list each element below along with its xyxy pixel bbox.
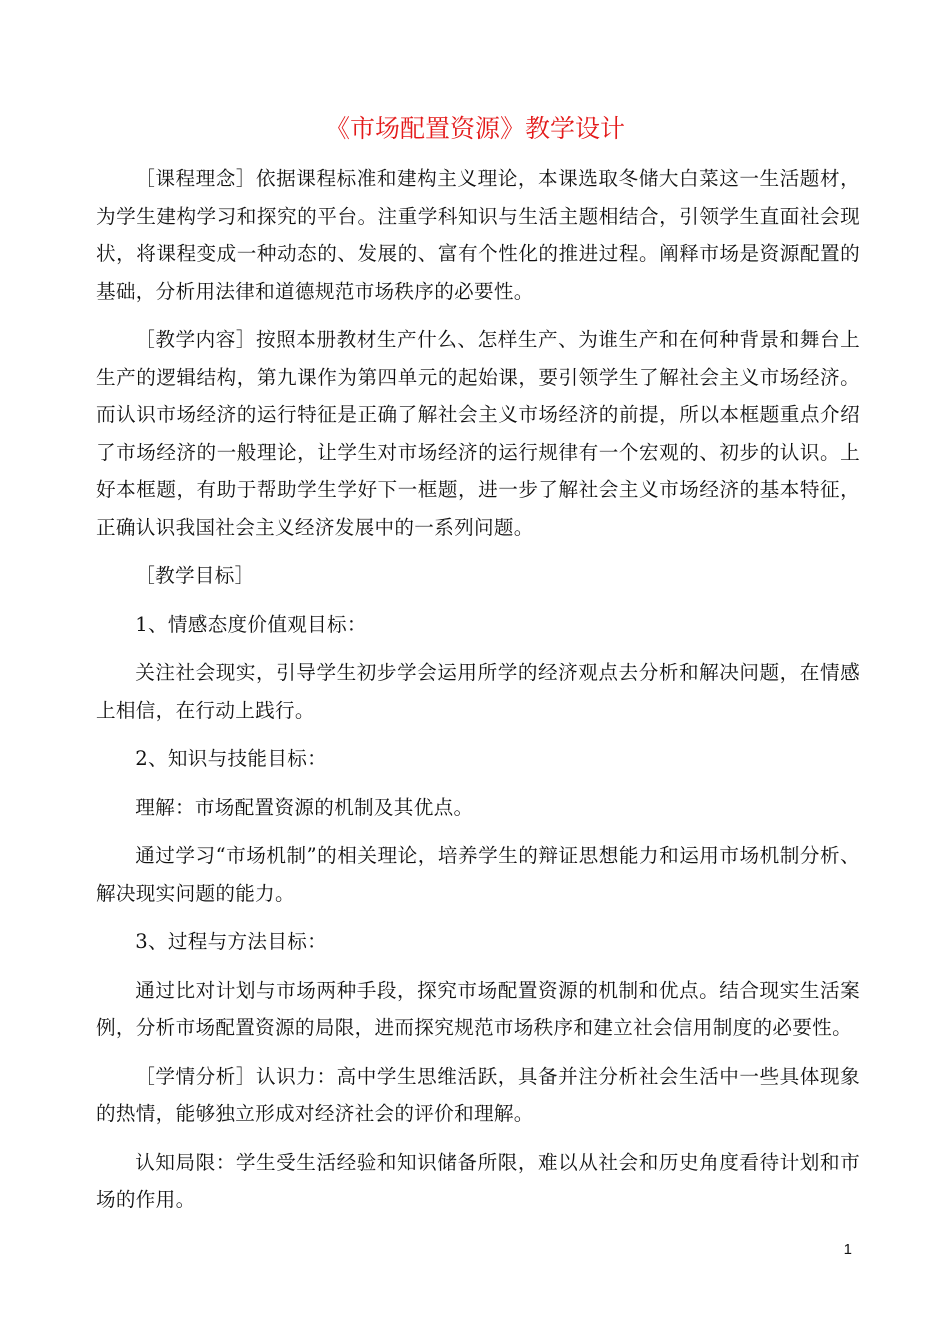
paragraph-objective-understand: 理解：市场配置资源的机制及其优点。 — [135, 795, 474, 819]
heading-teaching-objectives: ［教学目标］ — [135, 564, 255, 587]
paragraph-course-concept: ［课程理念］依据课程标准和建构主义理论，本课选取冬储大白菜这一生活题材，为学生建构学习和探究的平台。注重学科知识与生活主题相结合，引领学生直面社会现状，将课程变成一种动态的、发展的、富有个性化的推进过程。阐释市场是资源配置的基础，分析用法律和道德规范市场秩序的必要性。 — [96, 167, 860, 303]
heading-objective-knowledge: 2、知识与技能目标： — [135, 747, 327, 770]
document-title: 《市场配置资源》教学设计 — [324, 114, 625, 143]
page-number: 1 — [843, 1241, 852, 1258]
paragraph-cognitive-limits: 认知局限：学生受生活经验和知识储备所限，难以从社会和历史角度看待计划和市场的作用。 — [96, 1150, 860, 1211]
paragraph-objective-process: 通过比对计划与市场两种手段，探究市场配置资源的机制和优点。结合现实生活案例，分析市场配置资源的局限，进而探究规范市场秩序和建立社会信用制度的必要性。 — [96, 978, 860, 1039]
paragraph-teaching-content: ［教学内容］按照本册教材生产什么、怎样生产、为谁生产和在何种背景和舞台上生产的逻辑结构，第九课作为第四单元的起始课，要引领学生了解社会主义市场经济。而认识市场经济的运行特征是正确了解社会主义市场经济的前提，所以本框题重点介绍了市场经济的一般理论，让学生对市场经济的运行规律有一个宏观的、初步的认识。上好本框题，有助于帮助学生学好下一框题，进一步了解社会主义市场经济的基本特征，正确认识我国社会主义经济发展中的一系列问题。 — [96, 328, 860, 539]
heading-objective-process: 3、过程与方法目标： — [135, 930, 327, 953]
paragraph-learner-analysis: ［学情分析］认识力：高中学生思维活跃，具备并注分析社会生活中一些具体现象的热情，能够独立形成对经济社会的评价和理解。 — [96, 1064, 860, 1125]
paragraph-objective-emotion: 关注社会现实，引导学生初步学会运用所学的经济观点去分析和解决问题，在情感上相信，在行动上践行。 — [96, 661, 860, 722]
heading-objective-emotion: 1、情感态度价值观目标： — [135, 612, 367, 636]
paragraph-objective-ability: 通过学习“市场机制”的相关理论，培养学生的辩证思想能力和运用市场机制分析、解决现实问题的能力。 — [96, 844, 860, 905]
document-body — [96, 160, 860, 1230]
